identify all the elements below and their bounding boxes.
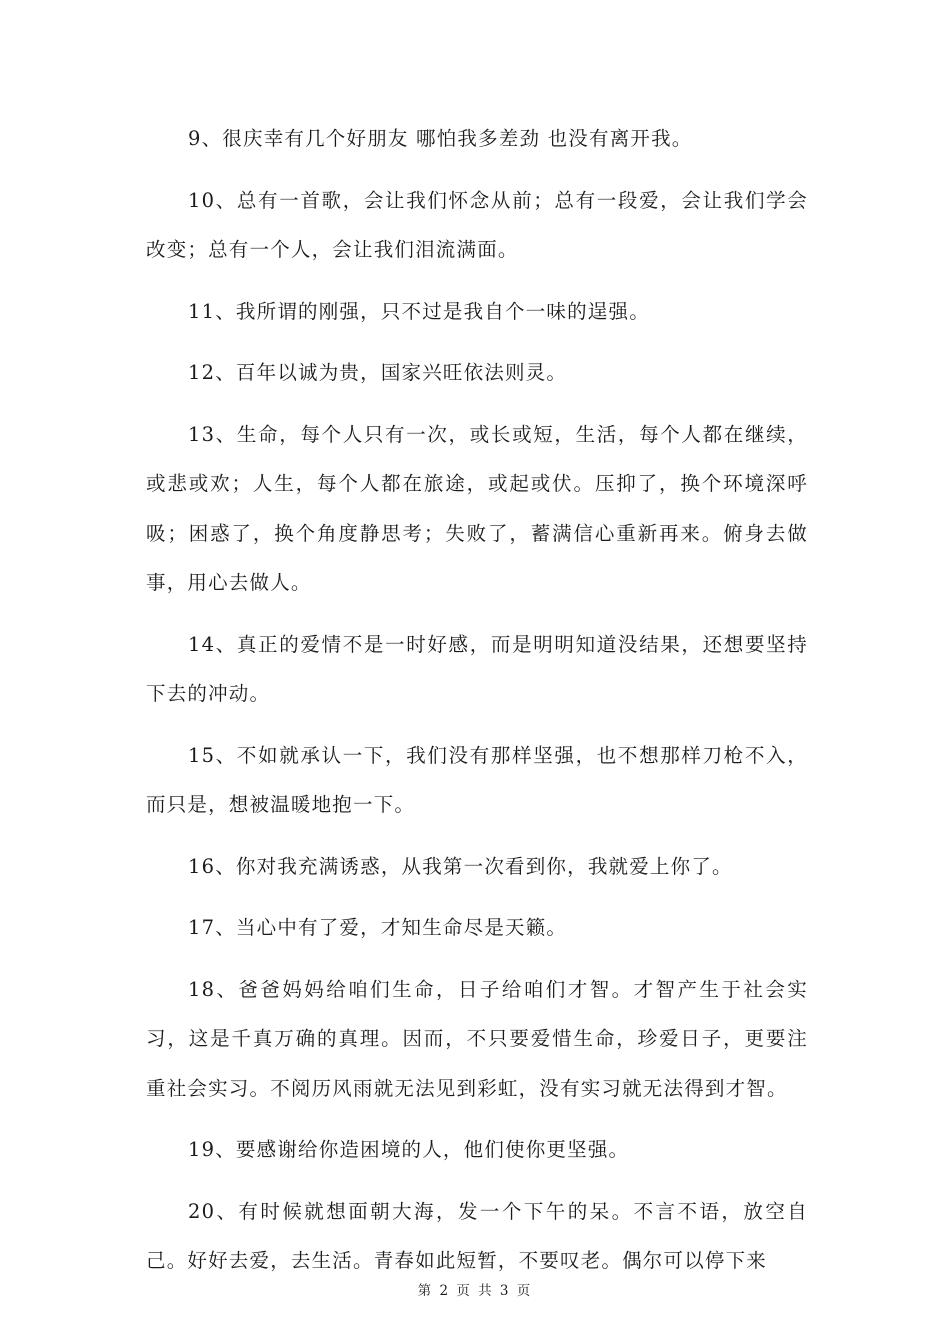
paragraph-19: 19、要感谢给你造困境的人，他们使你更坚强。	[188, 1138, 630, 1161]
paragraph-20: 20、有时候就想面朝大海，发一个下午的呆。不言不语，放空自己。好好去爱，去生活。青春如此短暂，不要叹老。偶尔可以停下来	[146, 1199, 808, 1272]
paragraph-14: 14、真正的爱情不是一时好感，而是明明知道没结果，还想要坚持下去的冲动。	[146, 632, 808, 705]
paragraph-18: 18、爸爸妈妈给咱们生命，日子给咱们才智。才智产生于社会实习，这是千真万确的真理。因而，不只要爱惜生命，珍爱日子，更要注重社会实习。不阅历风雨就无法见到彩虹，没有实习就无法得到才智。	[146, 977, 808, 1100]
paragraph-9: 9、很庆幸有几个好朋友 哪怕我多差劲 也没有离开我。	[188, 127, 693, 150]
paragraph-12: 12、百年以诚为贵，国家兴旺依法则灵。	[188, 361, 568, 384]
paragraph-15: 15、不如就承认一下，我们没有那样坚强，也不想那样刀枪不入，而只是，想被温暖地抱一下。	[146, 743, 808, 816]
paragraph-16: 16、你对我充满诱惑，从我第一次看到你，我就爱上你了。	[188, 854, 733, 878]
paragraph-13: 13、生命，每个人只有一次，或长或短，生活，每个人都在继续，或悲或欢；人生，每个人都在旅途，或起或伏。压抑了，换个环境深呼吸；困惑了，换个角度静思考；失败了，蓄满信心重新再来。俯身去做事，用心去做人。	[146, 422, 808, 594]
document-body	[146, 114, 808, 1298]
paragraph-10: 10、总有一首歌，会让我们怀念从前；总有一段爱，会让我们学会改变；总有一个人，会让我们泪流满面。	[146, 188, 808, 261]
paragraph-17: 17、当心中有了爱，才知生命尽是天籁。	[188, 916, 568, 939]
page-footer: 第 2 页 共 3 页	[417, 1283, 533, 1299]
paragraph-11: 11、我所谓的刚强，只不过是我自个一味的逞强。	[188, 299, 650, 323]
